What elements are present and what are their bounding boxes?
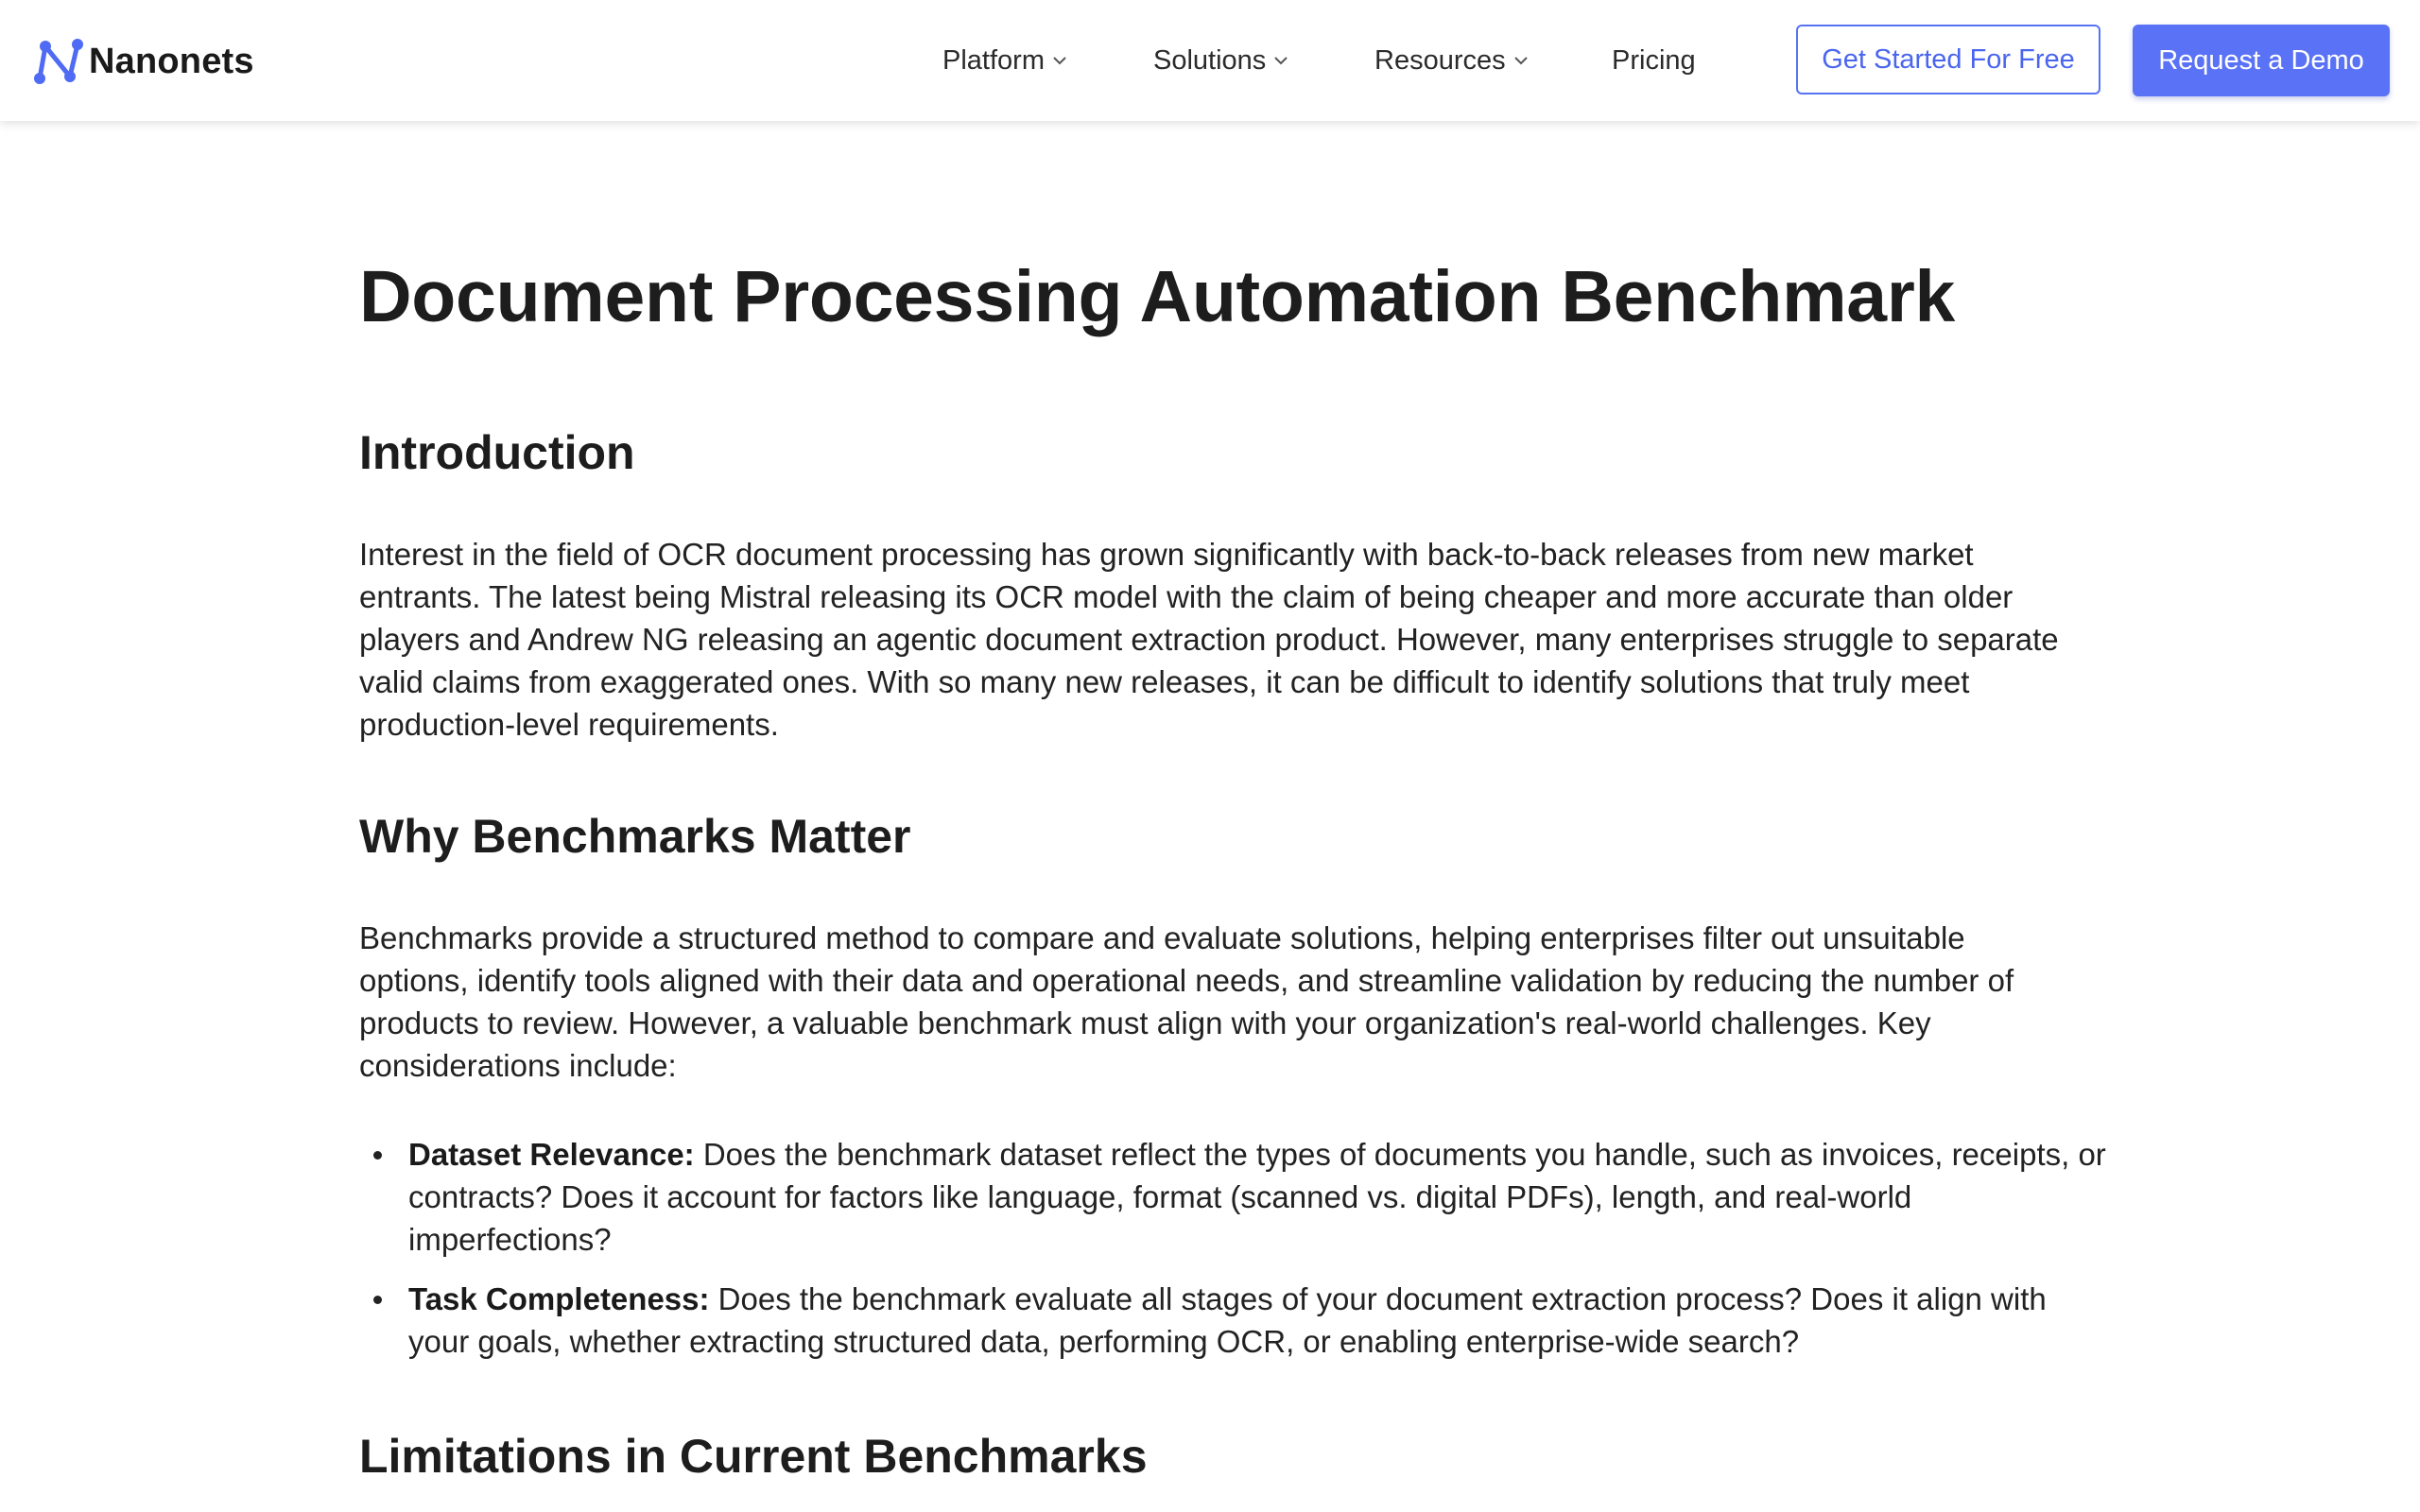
nav-platform[interactable] xyxy=(942,40,1067,81)
section-heading-limitations: Limitations in Current Benchmarks xyxy=(359,1430,1148,1483)
nav-pricing[interactable] xyxy=(1612,40,1696,81)
section-heading-introduction: Introduction xyxy=(359,426,635,479)
top-navbar xyxy=(0,0,2420,121)
bullet-term: Task Completeness: xyxy=(408,1281,710,1316)
nanonets-logo-icon xyxy=(32,35,85,88)
get-started-button[interactable]: Get Started For Free xyxy=(1796,25,2100,94)
nav-resources[interactable] xyxy=(1374,40,1529,81)
nav-resources-label: Resources xyxy=(1374,44,1506,76)
section-heading-why-benchmarks: Why Benchmarks Matter xyxy=(359,810,911,863)
bullet-text: Does the benchmark evaluate all stages of your document extraction process? Does it align with your goals, whether extracting structured data, performing OCR, or enabling enterprise-wide search? xyxy=(408,1281,2047,1359)
brand-logo[interactable] xyxy=(32,34,254,89)
chevron-down-icon xyxy=(1052,56,1067,65)
why-benchmarks-paragraph: Benchmarks provide a structured method to compare and evaluate solutions, helping enterprises filter out unsuitable options, identify tools aligned with their data and operational needs, and streamline validation by reducing the number of products to review. However, a valuable benchmark must align with your organization's real-world challenges. Key considerations include: xyxy=(359,920,2014,1083)
page-title: Document Processing Automation Benchmark xyxy=(359,256,1956,337)
brand-name: Nanonets xyxy=(89,41,254,81)
nav-pricing-label: Pricing xyxy=(1612,44,1696,76)
nav-solutions-label: Solutions xyxy=(1153,44,1267,76)
nav-platform-label: Platform xyxy=(942,44,1045,76)
intro-paragraph: Interest in the field of OCR document processing has grown significantly with back-to-back releases from new market entrants. The latest being Mistral releasing its OCR model with the claim of being cheaper and more accurate than older players and Andrew NG releasing an agentic document extraction product. However, many enterprises struggle to separate valid claims from exaggerated ones. With so many new releases, it can be difficult to identify solutions that truly meet production-level requirements. xyxy=(359,537,2059,742)
list-item xyxy=(408,1278,2110,1363)
bullet-text: Does the benchmark dataset reflect the types of documents you handle, such as invoices, receipts, or contracts? Does it account for factors like language, format (scanned vs. digital PDFs), length, and real-world imperfections? xyxy=(408,1137,2106,1257)
considerations-list xyxy=(359,1133,2110,1380)
nav-solutions[interactable] xyxy=(1153,40,1288,81)
bullet-term: Dataset Relevance: xyxy=(408,1137,695,1172)
chevron-down-icon xyxy=(1513,56,1529,65)
bullet-dot xyxy=(373,1296,382,1304)
list-item xyxy=(408,1133,2110,1261)
chevron-down-icon xyxy=(1273,56,1288,65)
request-demo-button[interactable]: Request a Demo xyxy=(2133,25,2390,96)
bullet-dot xyxy=(373,1151,382,1160)
